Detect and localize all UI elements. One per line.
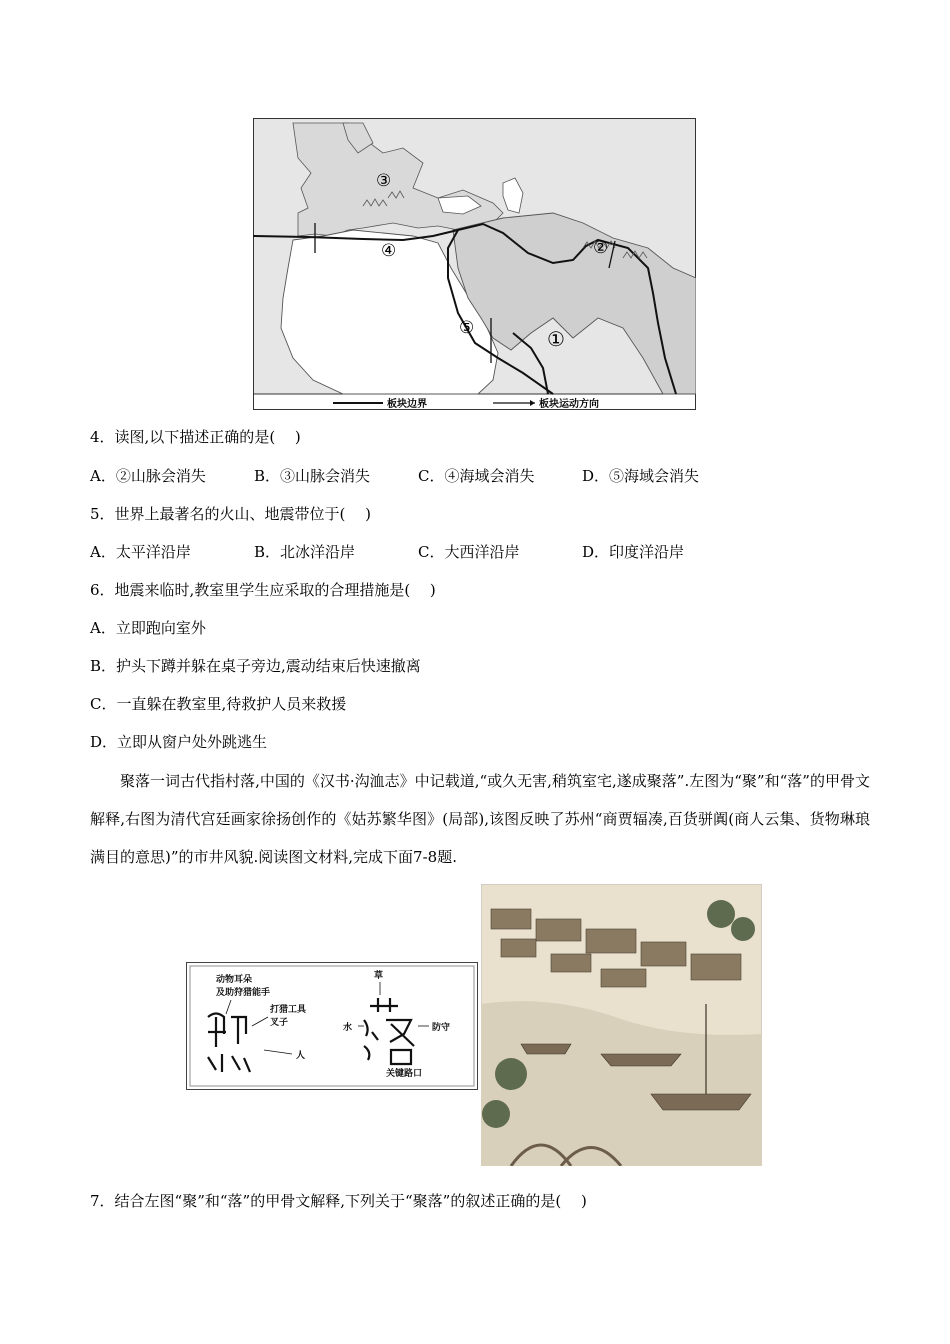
luo-label-defend: 防守 (432, 1023, 451, 1033)
q4-option-c: C．④海域会消失 (418, 467, 535, 485)
luo-label-grass: 草 (374, 971, 384, 981)
legend-strip (254, 394, 696, 410)
q5-option-c: C．大西洋沿岸 (418, 543, 520, 561)
ju-label-person: 人 (296, 1051, 306, 1061)
legend-boundary-label: 板块边界 (387, 399, 427, 410)
q5-option-b: B．北冰洋沿岸 (254, 543, 356, 561)
plate-map-figure (253, 118, 696, 410)
ju-label-ear: 动物耳朵 (216, 975, 253, 985)
q6-option-b: B．护头下蹲并躲在桌子旁边,震动结束后快速撤离 (90, 657, 421, 675)
q4-option-b: B．③山脉会消失 (254, 467, 371, 485)
legend-direction-label: 板块运动方向 (539, 399, 599, 410)
label-3: ③ (376, 171, 392, 191)
q5-option-d: D．印度洋沿岸 (582, 543, 685, 561)
ju-label-tool: 打猎工具 (270, 1005, 307, 1015)
luo-label-road: 关键路口 (386, 1069, 423, 1079)
ju-label-fork: 叉子 (270, 1018, 289, 1028)
label-5: ⑤ (459, 318, 475, 338)
luo-label-water: 水 (343, 1023, 353, 1033)
passage-text: 聚落一词古代指村落,中国的《汉书·沟洫志》中记载道,“或久无害,稍筑室宅,遂成聚落”.左图为“聚”和“落”的甲骨文解释,右图为清代宫廷画家徐扬创作的《姑苏繁华图》(局部),该图反映了苏州“商贾辐凑,百货骈阗(商人云集、货物琳琅满目的意思)”的市井风貌.阅读图文材料,完成下面7-8题. (90, 772, 870, 866)
q6-stem: 6．地震来临时,教室里学生应采取的合理措施是( ) (90, 581, 436, 599)
gusu-painting-figure (481, 884, 762, 1166)
q5-stem: 5．世界上最著名的火山、地震带位于( ) (90, 505, 372, 523)
q4-option-a: A．②山脉会消失 (90, 467, 206, 485)
ju-label-hunter: 及助狩猎能手 (216, 988, 271, 998)
q6-option-d: D．立即从窗户处外跳逃生 (90, 733, 268, 751)
label-1: ① (547, 327, 565, 351)
q4-stem: 4．读图,以下描述正确的是( ) (90, 428, 301, 446)
q4-option-d: D．⑤海域会消失 (582, 467, 700, 485)
oracle-bone-figure (186, 962, 478, 1090)
q6-option-a: A．立即跑向室外 (90, 619, 206, 637)
q6-option-c: C．一直躲在教室里,待救护人员来救援 (90, 695, 347, 713)
q5-option-a: A．太平洋沿岸 (90, 543, 191, 561)
label-4: ④ (381, 241, 397, 261)
q7-stem: 7．结合左图“聚”和“落”的甲骨文解释,下列关于“聚落”的叙述正确的是( ) (90, 1192, 587, 1210)
label-2: ② (593, 238, 609, 258)
